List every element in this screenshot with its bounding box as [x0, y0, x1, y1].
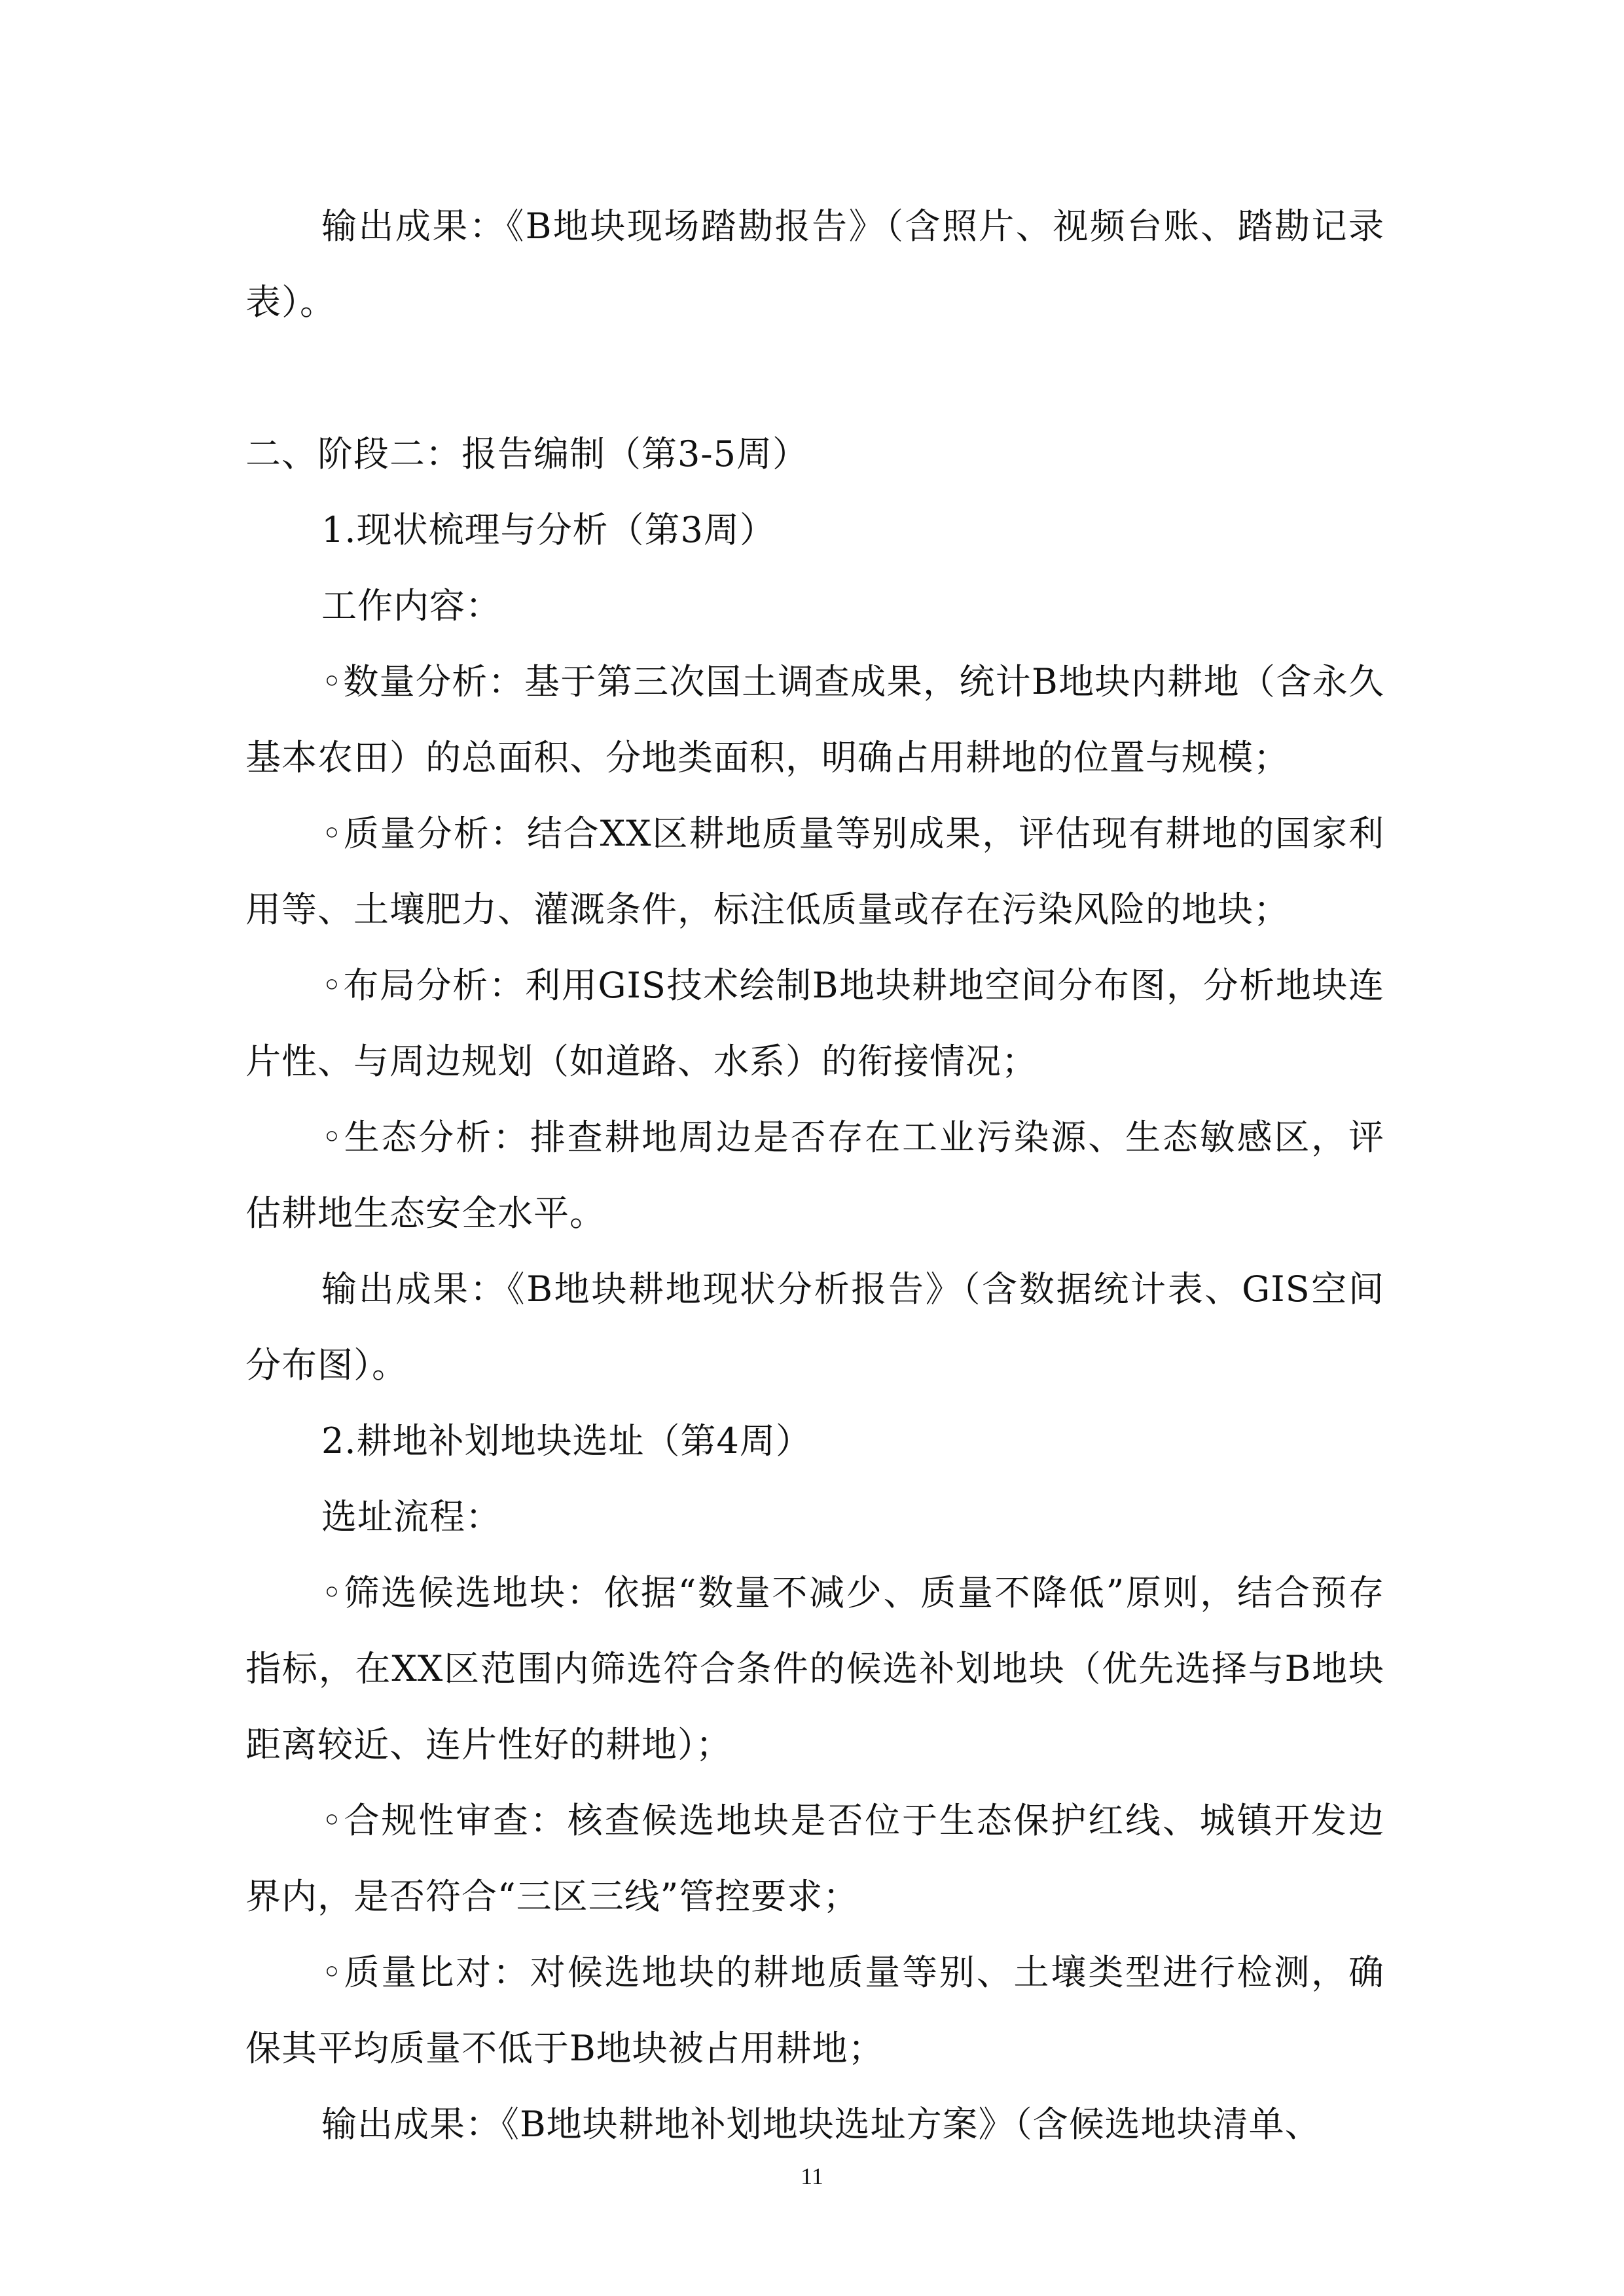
section1-output-paragraph: 输出成果：《B地块耕地现状分析报告》（含数据统计表、GIS空间分布图）。 — [245, 1268, 1384, 1386]
section2-title: 2.耕地补划地块选址（第4周） — [321, 1420, 812, 1462]
section2-process-label: 选址流程： — [321, 1496, 501, 1537]
stage1-output-paragraph: 输出成果：《B地块现场踏勘报告》（含照片、视频台账、踏勘记录表）。 — [245, 206, 1384, 323]
section1-title: 1.现状梳理与分析（第3周） — [321, 509, 776, 550]
section1-quality-item: ◦质量分析：结合XX区耕地质量等别成果，评估现有耕地的国家利用等、土壤肥力、灌溉条件，标注低质量或存在污染风险的地块； — [245, 813, 1384, 930]
section2-compliance-item: ◦合规性审查：核查候选地块是否位于生态保护红线、城镇开发边界内，是否符合“三区三线”管控要求； — [245, 1800, 1384, 1917]
section1-ecology-item: ◦生态分析：排查耕地周边是否存在工业污染源、生态敏感区，评估耕地生态安全水平。 — [245, 1117, 1384, 1234]
body-text — [245, 188, 1384, 2162]
section2-screening-item: ◦筛选候选地块：依据“数量不减少、质量不降低”原则，结合预存指标，在XX区范围内筛选符合条件的候选补划地块（优先选择与B地块距离较近、连片性好的耕地）； — [245, 1572, 1384, 1765]
stage2-heading: 二、阶段二：报告编制（第3-5周） — [245, 433, 808, 475]
section1-layout-item: ◦布局分析：利用GIS技术绘制B地块耕地空间分布图，分析地块连片性、与周边规划（如道路、水系）的衔接情况； — [245, 965, 1384, 1082]
section1-quantity-item: ◦数量分析：基于第三次国土调查成果，统计B地块内耕地（含永久基本农田）的总面积、分地类面积，明确占用耕地的位置与规模； — [245, 661, 1384, 778]
section2-output-paragraph: 输出成果：《B地块耕地补划地块选址方案》（含候选地块清单、 — [321, 2104, 1321, 2145]
page-number: 11 — [801, 2163, 823, 2189]
section1-work-label: 工作内容： — [321, 585, 501, 626]
section2-quality-compare-item: ◦质量比对：对候选地块的耕地质量等别、土壤类型进行检测，确保其平均质量不低于B地块被占用耕地； — [245, 1952, 1384, 2069]
